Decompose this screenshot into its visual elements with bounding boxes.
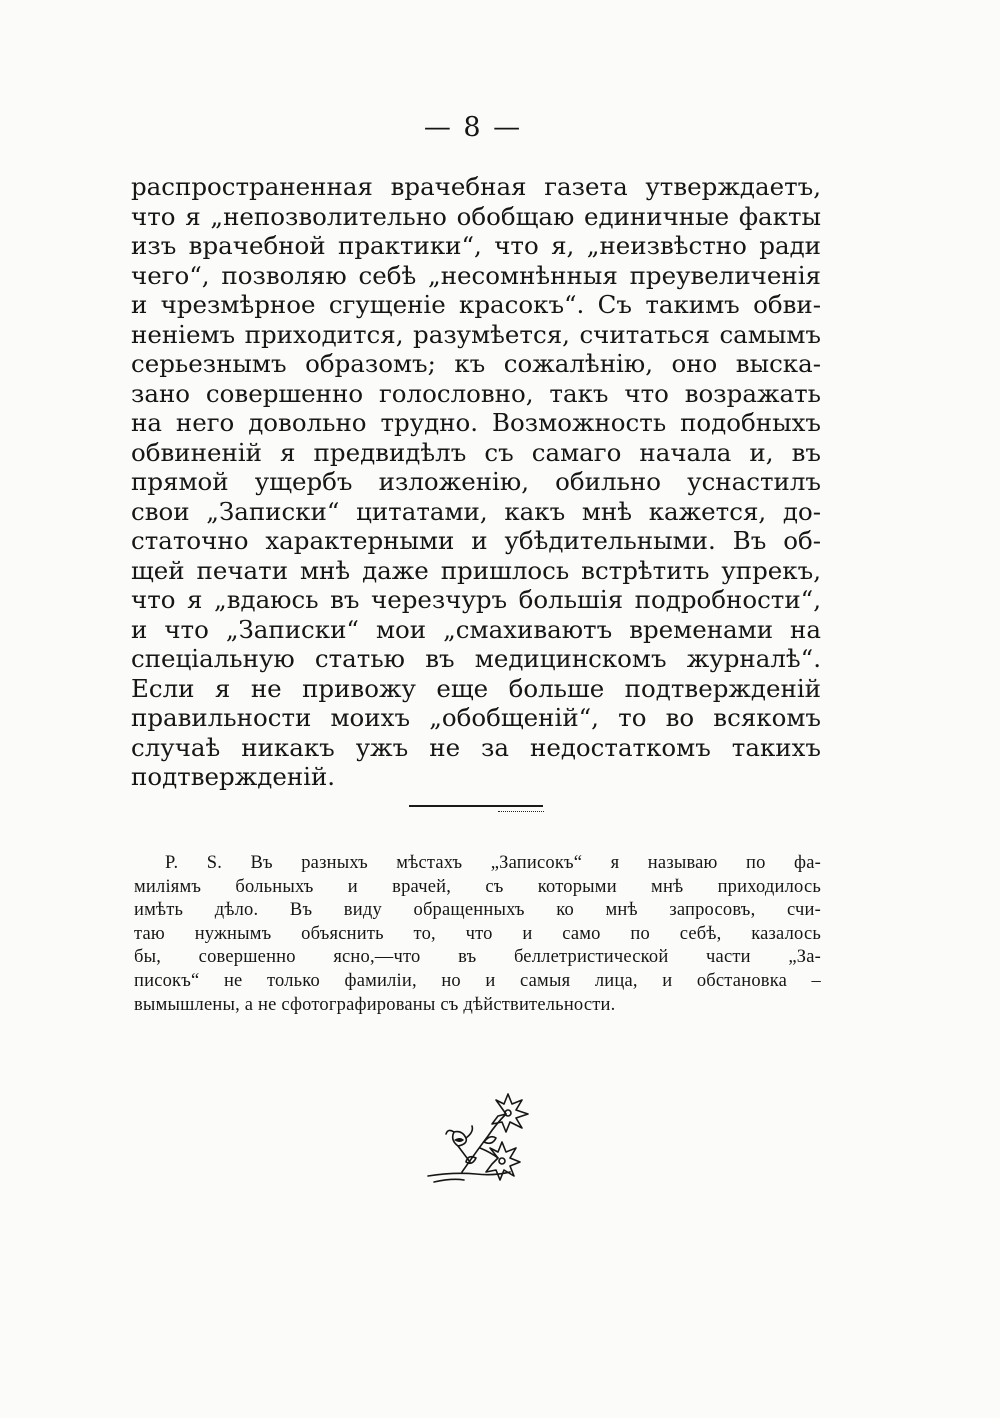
- stem: [458, 1146, 470, 1162]
- text-line: подтвержденій.: [131, 762, 336, 791]
- postscript-line: миліямъ больныхъ и врачей, съ которыми мнѣ приходилось: [134, 876, 821, 897]
- text-line: изъ врачебной практики“, что я, „неизвѣстно ради: [131, 231, 821, 260]
- flower-sprig-icon: [424, 1092, 544, 1194]
- flower-top: [492, 1094, 528, 1132]
- flower-bottom-center: [499, 1158, 505, 1164]
- text-line: статочно характерными и убѣдительными. Въ об-: [131, 526, 821, 555]
- text-line: что я „непозволительно обобщаю единичные факты: [131, 201, 821, 231]
- postscript-line: таю нужнымъ объяснить то, что и само по себѣ, казалось: [134, 923, 821, 944]
- stem: [480, 1148, 498, 1158]
- postscript-line: вымышлены, а не сфотографированы съ дѣйствительности.: [134, 994, 616, 1015]
- text-line: неніемъ приходится, разумѣется, считаться самымъ: [131, 319, 821, 349]
- text-line: правильности моихъ „обобщеній“, то во всякомъ: [131, 703, 821, 732]
- text-line: серьезнымъ образомъ; къ сожалѣнію, оно выска-: [131, 349, 821, 378]
- text-line: зано совершенно голословно, такъ что возражать: [131, 378, 821, 408]
- text-line: что я „вдаюсь въ черезчуръ большія подробности“,: [131, 585, 821, 614]
- text-line: чего“, позволяю себѣ „несомнѣнныя преувеличенія: [131, 260, 821, 290]
- text-line: распространенная врачебная газета утверждаетъ,: [131, 172, 821, 201]
- text-line: прямой ущербъ изложенію, обильно уснастилъ: [131, 467, 821, 496]
- bud-leaf: [466, 1126, 472, 1138]
- bud-fill: [454, 1138, 464, 1142]
- postscript-line: писокъ“ не только фамиліи, но и самыя лица, и обстановка –: [134, 970, 821, 991]
- ground-stroke: [434, 1179, 464, 1182]
- postscript-line: бы, совершенно ясно,—что въ беллетристической части „За-: [134, 947, 821, 968]
- page-number: — 8 —: [423, 112, 523, 143]
- postscript-line: P. S. Въ разныхъ мѣстахъ „Записокъ“ я называю по фа-: [165, 853, 821, 873]
- text-line: спеціальную статью въ медицинскомъ журналѣ“.: [131, 644, 821, 673]
- text-line: случаѣ никакъ ужъ не за недостаткомъ такихъ: [131, 732, 821, 762]
- text-line: свои „Записки“ цитатами, какъ мнѣ кажется, до-: [131, 496, 821, 526]
- rule-divider-tail: [498, 806, 544, 812]
- main-text-block: [131, 172, 821, 792]
- postscript-line: имѣть дѣло. Въ виду обращенныхъ ко мнѣ запросовъ, счи-: [134, 900, 821, 921]
- text-line: щей печати мнѣ даже пришлось встрѣтить упрекъ,: [131, 555, 821, 585]
- text-line: и что „Записки“ мои „смахиваютъ временами на: [131, 614, 821, 644]
- text-line: на него довольно трудно. Возможность подобныхъ: [131, 408, 821, 437]
- text-line: Если я не привожу еще больше подтвержденій: [131, 673, 821, 703]
- text-line: обвиненій я предвидѣлъ съ самаго начала и, въ: [131, 437, 821, 467]
- text-line: и чрезмѣрное сгущеніе красокъ“. Съ такимъ обви-: [131, 290, 821, 319]
- postscript-block: [134, 852, 821, 1017]
